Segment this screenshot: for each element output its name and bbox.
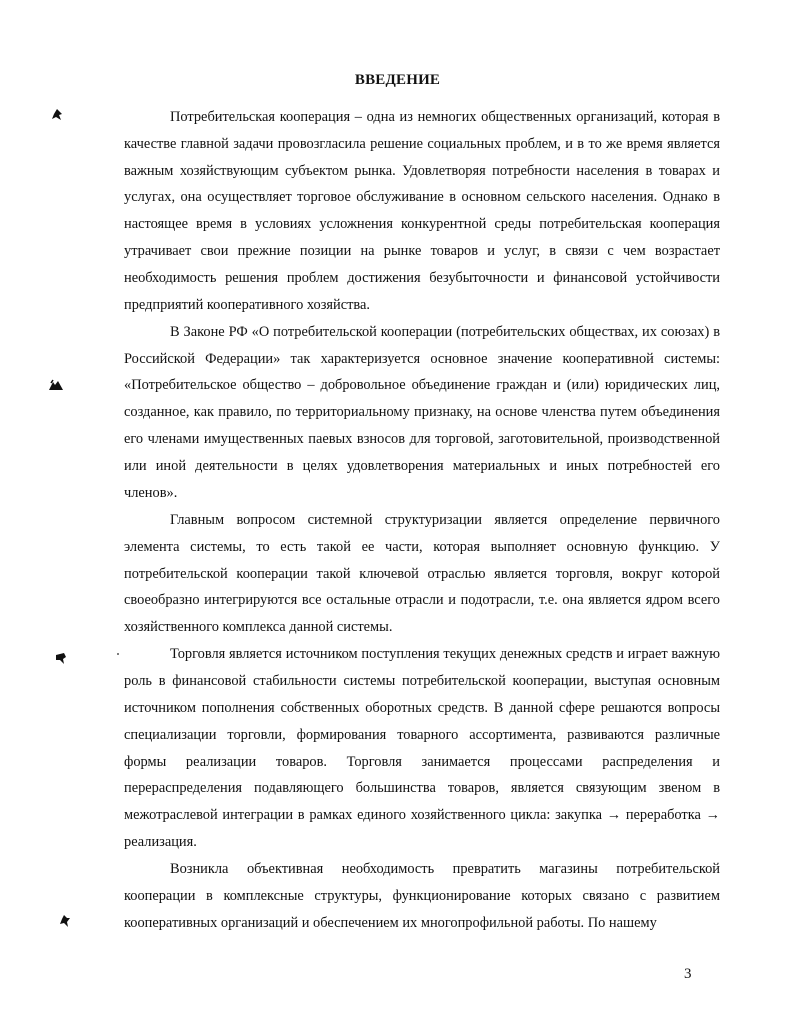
paragraph-4: Торговля является источником поступления текущих денежных средств и играет важную роль в финансовой стабильности системы потребительской кооперации, выступая основным источником пополнения собственных оборотных средств. В данной сфере решаются вопросы специализации торговли, формирования товарного ассортимента, развиваются различные формы реализации товаров. Торговля занимается процессами распределения и перераспределения подавляющего большинства товаров, является связующим звеном в межотраслевой интеграции в рамках единого хозяйственного цикла: закупка → переработка → реализация.: [124, 646, 720, 851]
paragraph-3: Главным вопросом системной структуризации является определение первичного элемента системы, то есть такой ее части, которая выполняет основную функцию. У потребительской кооперации такой ключевой отраслью является торговля, вокруг которой своеобразно интегрируются все остальные отрасли и подотрасли, т.е. она является ядром всего хозяйственного комплекса данной системы.: [124, 511, 720, 636]
binding-hole-mark-4: [58, 914, 72, 928]
paragraph-1: Потребительская кооперация – одна из немногих общественных организаций, которая в качестве главной задачи провозгласила решение социальных проблем, и в то же время является важным хозяйствующим субъектом рынка. Удовлетворяя потребности населения в товарах и услугах, она осуществляет торговое обслуживание в основном сельского населения. Однако в настоящее время в условиях усложнения конкурентной среды потребительская кооперация утрачивает свои прежние позиции на рынке товаров и услуг, в связи с чем возрастает необходимость решения проблем достижения безубыточности и финансовой устойчивости предприятий кооперативного хозяйства.: [124, 109, 720, 313]
paragraph-2: В Законе РФ «О потребительской кооперации (потребительских обществах, их союзах) в Российской Федерации» так характеризуется основное значение кооперативной системы: «Потребительское общество – добровольное объединение граждан и (или) юридических лиц, созданное, как правило, по территориальному признаку, на основе членства путем объединения его членами имущественных паевых взносов для торговой, заготовительной, производственной или иной деятельности в целях удовлетворения материальных и иных потребностей его членов».: [124, 323, 720, 501]
binding-hole-mark-3: [54, 652, 68, 666]
binding-hole-mark-1: [50, 108, 64, 122]
page-title: ВВЕДЕНИЕ: [354, 72, 441, 88]
paragraph-5: Возникла объективная необходимость превратить магазины потребительской кооперации в комплексные структуры, функционирование которых связано с развитием кооперативных организаций и обеспечением их многопрофильной работы. По нашему: [124, 861, 720, 931]
page-number: 3: [684, 966, 692, 982]
binding-hole-mark-2: [48, 379, 62, 393]
body-text: [124, 104, 720, 937]
scan-speck: [117, 653, 119, 655]
